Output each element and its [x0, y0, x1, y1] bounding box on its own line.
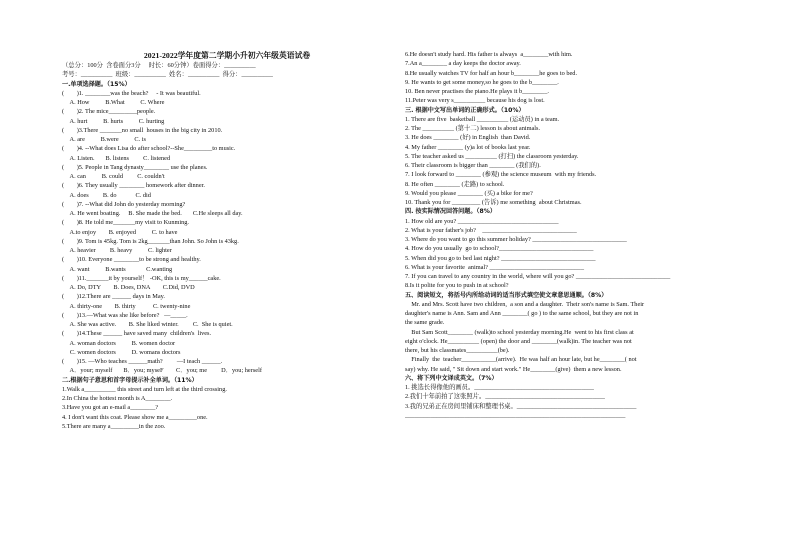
left-line: ( )1. ________was the beach? - It was beautiful.	[62, 89, 201, 97]
left-line: 4. I don't want this coat. Please show me a_________one.	[62, 413, 208, 421]
right-line: 4. My father ________ (y)a lot of books last year.	[405, 143, 531, 151]
left-column	[62, 50, 392, 431]
right-line: say) why. He said, " Sit down and start work." He________(give) them a new lesson.	[405, 365, 622, 373]
left-line: A. heavier B. heavy C. lighter	[62, 247, 172, 254]
left-line: 5.There are many a_________in the zoo.	[62, 422, 166, 430]
left-line: ( )11._______it by yourself！ -OK, this is my______cake.	[62, 274, 221, 282]
left-line: ( )8. He told me_______my visit to Kunming.	[62, 219, 189, 227]
right-line: Finally the teacher___________(arrive). He was half an hour late, but he________( not	[405, 356, 637, 364]
right-line: 9. Would you please ________ (买) a bike for me?	[405, 189, 533, 197]
section-heading: 六、将下列中文译成英文。（7%）	[405, 374, 498, 382]
left-line: A. does B. do C. did	[62, 191, 151, 199]
right-line: 1. There are five basketball __________ (运动员) in a team.	[405, 115, 560, 123]
left-line: 3.Have you got an e-mail a________?	[62, 404, 159, 412]
exam-title: 2021-2022学年度第二学期小升初六年级英语试卷	[143, 51, 311, 60]
right-line: 1. How old are you? ________________________________	[405, 217, 559, 225]
left-line: ( )15. —Who teaches ______math? —I teach ______.	[62, 358, 223, 365]
right-column	[405, 50, 735, 420]
left-line: A. can B. could C. couldn't	[62, 173, 165, 180]
right-line: 7. I look forward to ________ (参观) the science museum with my friends.	[405, 171, 597, 179]
right-line: 5. When did you go to bed last night? ______________________________	[405, 254, 596, 262]
left-line: ( )14.These ______ have saved many children's lives.	[62, 330, 212, 338]
left-line: A. Do, DTY B. Does, DNA C.Did, DVD	[62, 284, 195, 291]
left-line: ( )7. --What did John do yesterday morning?	[62, 200, 186, 208]
left-line: ( )9. Tom is 45kg. Tom is 2kg_______than John. So John is 43kg.	[62, 237, 239, 245]
left-line: ( )10. Everyone ________to be strong and healthy.	[62, 256, 201, 264]
right-line: 6.He doesn't study hard. His father is always a________with him.	[405, 51, 573, 58]
student-info-line: 考号：__________ 班级：__________ 姓名：__________ 得分：__________	[62, 71, 273, 79]
left-line: A. thirty-one B. thirty C. twenty-nine	[62, 302, 191, 310]
right-line: 10. Ben never practises the piano.He plays it b________.	[405, 88, 549, 95]
left-line: A．your; myself B．you; myseF C．you; me D．you; herself	[62, 367, 262, 375]
right-line: 1. 挑选长得像他的画员。______________________________________	[405, 384, 594, 391]
right-line: Mr. and Mrs. Scott have two children, a son and a daughter. Their son's name is Sam. Their	[405, 300, 645, 308]
left-line: A. Listen. B. listens C. listened	[62, 154, 171, 162]
right-line: 7.An a________ a day keeps the doctor away.	[405, 60, 521, 68]
left-line: A. hurt B. hurts C. hurting	[62, 117, 165, 125]
exam-info-line: （总分：100分 含卷面分3分 时长：60分钟）卷面得分：__________	[62, 62, 256, 69]
left-line: ( )13.—What was she like before? —_____.	[62, 311, 188, 319]
left-line: 2.In China the hottest month is A________.	[62, 395, 173, 402]
left-line: A.to enjoy B. enjoyed C. to have	[62, 228, 178, 236]
left-line: A. She was active. B. She liked winter. C. She is quiet.	[62, 321, 233, 328]
right-line: ______________________________________________________________________	[405, 411, 626, 419]
section-heading: 四. 按实际情况回答问题。（8%）	[405, 208, 496, 216]
right-line: the same grade.	[405, 319, 445, 327]
left-line: ( )6. They usually ________ homework after dinner.	[62, 182, 205, 190]
left-line: A. are B.were C. is	[62, 136, 146, 143]
left-line: ( )3.There _______no small houses in the big city in 2010.	[62, 126, 223, 134]
left-line: A. How B.What C. Where	[62, 99, 165, 106]
left-line: ( )12.There are ______ days in May.	[62, 293, 165, 301]
right-line: 6. What is your favorite animal? ______________________________	[405, 263, 584, 271]
left-line: A. want B.wants C.wanting	[62, 265, 173, 273]
right-line: 3. He does ________ (好) in English than David.	[405, 134, 531, 142]
section-heading: 二.根据句子意思和首字母提示补全单词。（11%）	[62, 376, 198, 384]
right-line: eight o'clock. He__________ (open) the door and ________(walk)in. The teacher was not	[405, 337, 632, 345]
section-heading: 一.单项选择题。（15%）	[62, 80, 131, 88]
left-line: ( )4. --What does Lisa do after school?--She_________to music.	[62, 145, 236, 153]
right-line: 7. If you can travel to any country in the world, where will you go? ______________________________	[405, 273, 671, 280]
right-line: 5. The teacher asked us __________ (打扫) the classroom yesterday.	[405, 152, 579, 160]
right-line: 8. He often ________ (走路) to school.	[405, 180, 505, 188]
left-line: ( )5. People in Tang dynasty________ use the planes.	[62, 163, 208, 171]
right-line: 3. Where do you want to go this summer holiday? ______________________________	[405, 236, 627, 243]
left-line: C. women doctors D. womans doctors	[62, 348, 181, 356]
right-line: 4. How do you usually go to school?______________________________	[405, 245, 594, 253]
right-line: 2. What is your father's job? ______________________________	[405, 226, 577, 234]
right-line: 8.He usually watches TV for half an hour b________he goes to bed.	[405, 69, 578, 77]
right-line: 8.Is it polite for you to push in at school?	[405, 282, 509, 290]
right-line: 3.我的兄弟正在房间里铺床和整理书桌。______________________________________	[405, 402, 637, 410]
left-line: A. He went boating. B. She made the bed. C.He sleeps all day.	[62, 210, 243, 217]
section-heading: 五、阅读短文，将括号内所给动词的适当形式填空使文章意思通顺。（8%）	[405, 291, 608, 299]
left-line: 1.Walk a__________ this street and turn left at the third crossing.	[62, 385, 227, 393]
right-line: daughter's name is Ann. Sam and Ann ________( go ) to the same school, but they are not in	[405, 310, 639, 317]
right-line: 2.我们十年前拍了这张照片。______________________________________	[405, 393, 605, 401]
right-line: But Sam Scott________ (walk)to school yesterday morning.He went to his first class at	[405, 328, 634, 336]
right-line: 11.Peter was very s__________ because his dog is lost.	[405, 97, 545, 105]
right-line: there, but his classmates__________(be).	[405, 347, 510, 354]
left-line: ( )2. The mice_________people.	[62, 108, 156, 116]
left-question-list	[62, 80, 392, 432]
right-line: 9. He wants to get some money,so he goes to the b________.	[405, 78, 559, 86]
section-heading: 三. 根据中文写出单词的正确形式。（10%）	[405, 106, 525, 114]
right-question-list	[405, 50, 735, 420]
right-line: 10. Thank you for _________ (告诉) me something about Christmas.	[405, 199, 582, 206]
left-line: A. woman doctors B. women doctor	[62, 339, 176, 347]
right-line: 6. Their classroom is bigger than ________ (我们的).	[405, 162, 541, 169]
right-line: 2. The __________ (第十二) lesson is about animals.	[405, 125, 541, 132]
